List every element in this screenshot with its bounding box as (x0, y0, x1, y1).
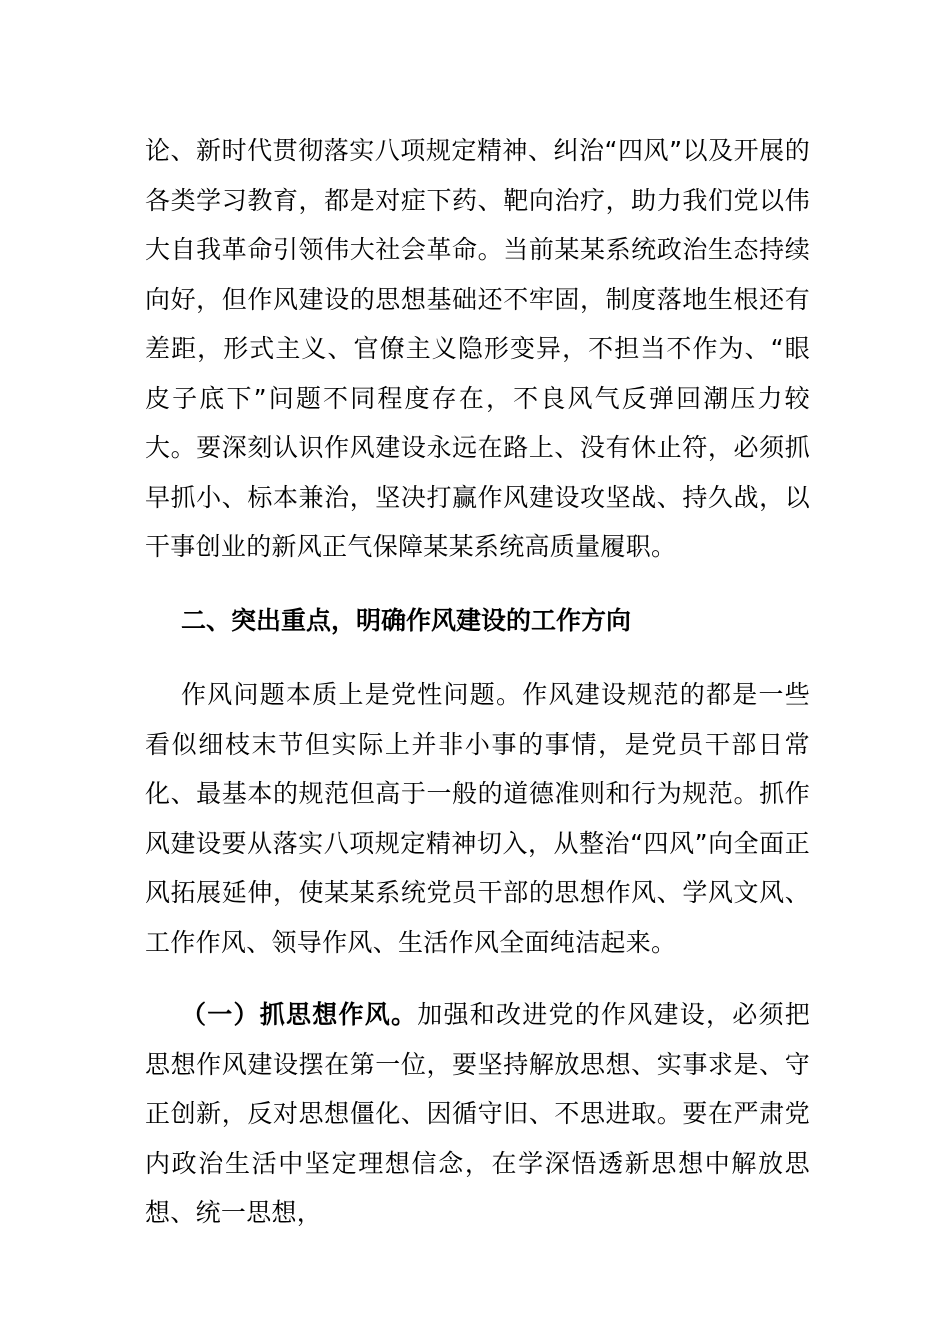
body-paragraph-1: 论、新时代贯彻落实八项规定精神、纠治“四风”以及开展的各类学习教育，都是对症下药、靶向治疗，助力我们党以伟大自我革命引领伟大社会革命。当前某某系统政治生态持续向好，但作风建设的思想基础还不牢固，制度落地生根还有差距，形式主义、官僚主义隐形变异，不担当不作为、“眼皮子底下”问题不同程度存在，不良风气反弹回潮压力较大。要深刻认识作风建设永远在路上、没有休止符，必须抓早抓小、标本兼治，坚决打赢作风建设攻坚战、持久战，以干事创业的新风正气保障某某系统高质量履职。 (145, 136, 810, 561)
subsection-body: 加强和改进党的作风建设，必须把思想作风建设摆在第一位，要坚持解放思想、实事求是、守正创新，反对思想僵化、因循守旧、不思进取。要在严肃党内政治生活中坚定理想信念，在学深悟透新思想中解放思想、统一思想， (145, 1000, 810, 1227)
body-paragraph-3 (145, 990, 810, 1238)
subsection-lead: （一）抓思想作风。 (181, 1000, 418, 1029)
body-paragraph-2: 作风问题本质上是党性问题。作风建设规范的都是一些看似细枝末节但实际上并非小事的事情，是党员干部日常化、最基本的规范但高于一般的道德准则和行为规范。抓作风建设要从落实八项规定精神切入，从整治“四风”向全面正风拓展延伸，使某某系统党员干部的思想作风、学风文风、工作作风、领导作风、生活作风全面纯洁起来。 (145, 680, 810, 957)
section-heading: 二、突出重点，明确作风建设的工作方向 (181, 606, 632, 635)
